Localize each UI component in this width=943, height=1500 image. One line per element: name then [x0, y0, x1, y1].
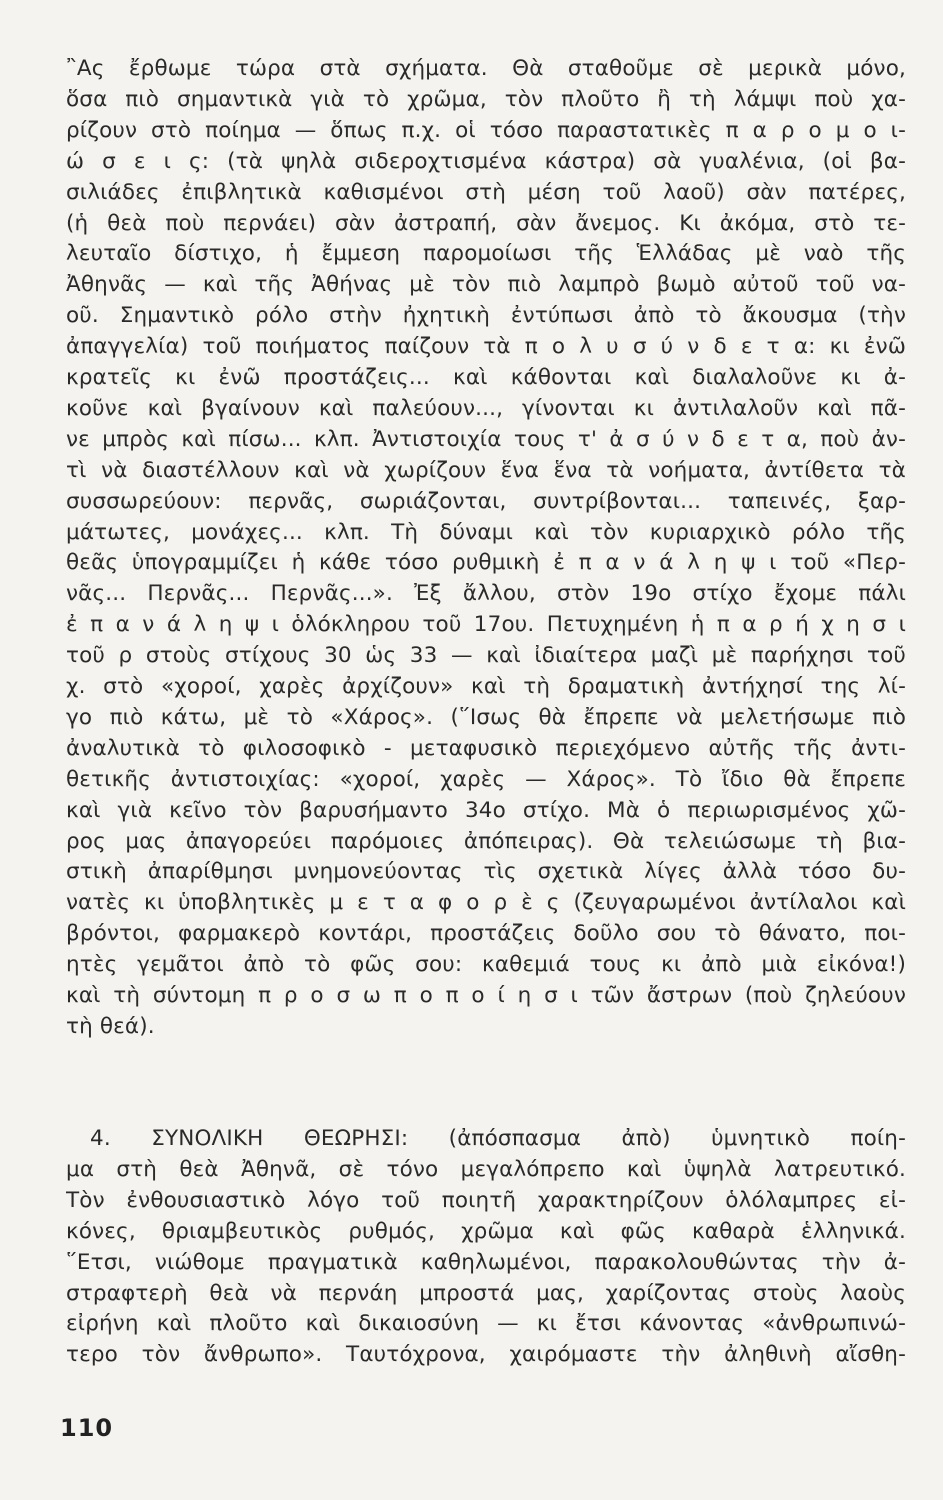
section-heading-line: 4. ΣΥΝΟΛΙΚΗ ΘΕΩΡΗΣΙ: (ἀπόσπασμα ἀπὸ) ὑμνητικὸ ποίη- — [90, 1126, 906, 1151]
text-line: χ. στὸ «χοροί, χαρὲς ἀρχίζουν» καὶ τὴ δραματικὴ ἀντήχησί της λί- — [66, 674, 906, 699]
text-line: ρος μας ἀπαγορεύει παρόμοιες ἀπόπειρας). Θὰ τελειώσωμε τὴ βια- — [66, 828, 906, 854]
text-line: στικὴ ἀπαρίθμησι μνημονεύοντας τὶς σχετικὰ λίγες ἀλλὰ τόσο δυ- — [66, 859, 906, 885]
text-line: νατὲς κι ὑποβλητικὲς μ ε τ α φ ο ρ ὲ ς (ζευγαρωμένοι ἀντίλαλοι καὶ — [66, 890, 906, 916]
text-line: θεᾶς ὑπογραμμίζει ἡ κάθε τόσο ρυθμικὴ ἐ π α ν ά λ η ψ ι τοῦ «Περ- — [66, 550, 906, 576]
text-line: καὶ γιὰ κεῖνο τὸν βαρυσήμαντο 34ο στίχο. Μὰ ὁ περιωρισμένος χῶ- — [66, 797, 906, 823]
text-line: τὶ νὰ διαστέλλουν καὶ νὰ χωρίζουν ἕνα ἕνα τὰ νοήματα, ἀντίθετα τὰ — [66, 457, 906, 483]
text-line: ῞Ετσι, νιώθομε πραγματικὰ καθηλωμένοι, παρακολουθώντας τὴν ἀ- — [66, 1249, 906, 1275]
text-line: (ἡ θεὰ ποὺ περνάει) σὰν ἀστραπή, σὰν ἄνεμος. Κι ἀκόμα, στὸ τε- — [66, 210, 906, 236]
page-number: 110 — [60, 1414, 114, 1442]
text-line: ἀπαγγελία) τοῦ ποιήματος παίζουν τὰ π ο λ υ σ ύ ν δ ε τ α: κι ἐνῶ — [66, 334, 906, 360]
text-line: ἀναλυτικὰ τὸ φιλοσοφικὸ - μεταφυσικὸ περιεχόμενο αὐτῆς τῆς ἀντι- — [66, 735, 906, 761]
text-line: συσσωρεύουν: περνᾶς, σωριάζονται, συντρίβονται... ταπεινές, ξαρ- — [66, 488, 906, 514]
text-line: σιλιάδες ἐπιβλητικὰ καθισμένοι στὴ μέση τοῦ λαοῦ) σὰν πατέρες, — [66, 179, 906, 205]
text-line: κοῦνε καὶ βγαίνουν καὶ παλεύουν..., γίνονται κι ἀντιλαλοῦν καὶ πᾶ- — [66, 395, 906, 421]
text-line: νᾶς... Περνᾶς... Περνᾶς...». Ἐξ ἄλλου, στὸν 19ο στίχο ἔχομε πάλι — [66, 581, 906, 607]
text-line: κόνες, θριαμβευτικὸς ρυθμός, χρῶμα καὶ φῶς καθαρὰ ἑλληνικά. — [66, 1218, 906, 1244]
text-line: ῍Ας ἔρθωμε τώρα στὰ σχήματα. Θὰ σταθοῦμε σὲ μερικὰ μόνο, — [66, 56, 906, 81]
text-line: ητὲς γεμᾶτοι ἀπὸ τὸ φῶς σου: καθεμιά τους κι ἀπὸ μιὰ εἰκόνα!) — [66, 952, 906, 978]
text-line: μάτωτες, μονάχες... κλπ. Τὴ δύναμι καὶ τὸν κυριαρχικὸ ρόλο τῆς — [66, 519, 906, 545]
text-line: τοῦ ρ στοὺς στίχους 30 ὡς 33 — καὶ ἰδιαίτερα μαζὶ μὲ παρήχησι τοῦ — [66, 643, 906, 669]
text-line: καὶ τὴ σύντομη π ρ ο σ ω π ο π ο ί η σ ι τῶν ἄστρων (ποὺ ζηλεύουν — [66, 983, 906, 1008]
text-line: ώ σ ε ι ς: (τὰ ψηλὰ σιδεροχτισμένα κάστρα) σὰ γυαλένια, (οἱ βα- — [66, 148, 906, 174]
text-line: Ἀθηνᾶς — καὶ τῆς Ἀθήνας μὲ τὸν πιὸ λαμπρὸ βωμὸ αὐτοῦ τοῦ να- — [66, 272, 906, 298]
text-line: γο πιὸ κάτω, μὲ τὸ «Χάρος». (῞Ισως θὰ ἔπρεπε νὰ μελετήσωμε πιὸ — [66, 704, 906, 730]
text-line: ρίζουν στὸ ποίημα — ὅπως π.χ. οἱ τόσο παραστατικὲς π α ρ ο μ ο ι- — [66, 117, 906, 143]
text-line: θετικῆς ἀντιστοιχίας: «χοροί, χαρὲς — Χάρος». Τὸ ἴδιο θὰ ἔπρεπε — [66, 766, 906, 792]
text-line: στραφτερὴ θεὰ νὰ περνάη μπροστά μας, χαρίζοντας στοὺς λαοὺς — [66, 1280, 906, 1306]
text-line: εἰρήνη καὶ πλοῦτο καὶ δικαιοσύνη — κι ἔτσι κάνοντας «ἀνθρωπινώ- — [66, 1311, 906, 1337]
text-line: ἐ π α ν ά λ η ψ ι ὁλόκληρου τοῦ 17ου. Πετυχημένη ἡ π α ρ ή χ η σ ι — [66, 612, 906, 638]
text-line: κρατεῖς κι ἐνῶ προστάζεις... καὶ κάθονται καὶ διαλαλοῦνε κι ἀ- — [66, 365, 906, 390]
text-line: βρόντοι, φαρμακερὸ κοντάρι, προστάζεις δοῦλο σου τὸ θάνατο, ποι- — [66, 921, 906, 947]
text-line: μα στὴ θεὰ Ἀθηνᾶ, σὲ τόνο μεγαλόπρεπο καὶ ὑψηλὰ λατρευτικό. — [66, 1156, 906, 1182]
text-line: νε μπρὸς καὶ πίσω... κλπ. Ἀντιστοιχία τους τ' ἀ σ ύ ν δ ε τ α, ποὺ ἀν- — [66, 426, 906, 452]
text-line: Τὸν ἐνθουσιαστικὸ λόγο τοῦ ποιητῆ χαρακτηρίζουν ὁλόλαμπρες εἰ- — [66, 1187, 906, 1213]
text-line: λευταῖο δίστιχο, ἡ ἔμμεση παρομοίωσι τῆς Ἑλλάδας μὲ ναὸ τῆς — [66, 241, 906, 267]
text-line: τερο τὸν ἄνθρωπο». Ταυτόχρονα, χαιρόμαστε τὴν ἀληθινὴ αἴσθη- — [66, 1342, 906, 1368]
text-line: οῦ. Σημαντικὸ ρόλο στὴν ἠχητικὴ ἐντύπωσι ἀπὸ τὸ ἄκουσμα (τὴν — [66, 303, 906, 329]
text-line: ὅσα πιὸ σημαντικὰ γιὰ τὸ χρῶμα, τὸν πλοῦτο ἢ τὴ λάμψι ποὺ χα- — [66, 86, 906, 112]
text-line: τὴ θεά). — [66, 1013, 155, 1039]
